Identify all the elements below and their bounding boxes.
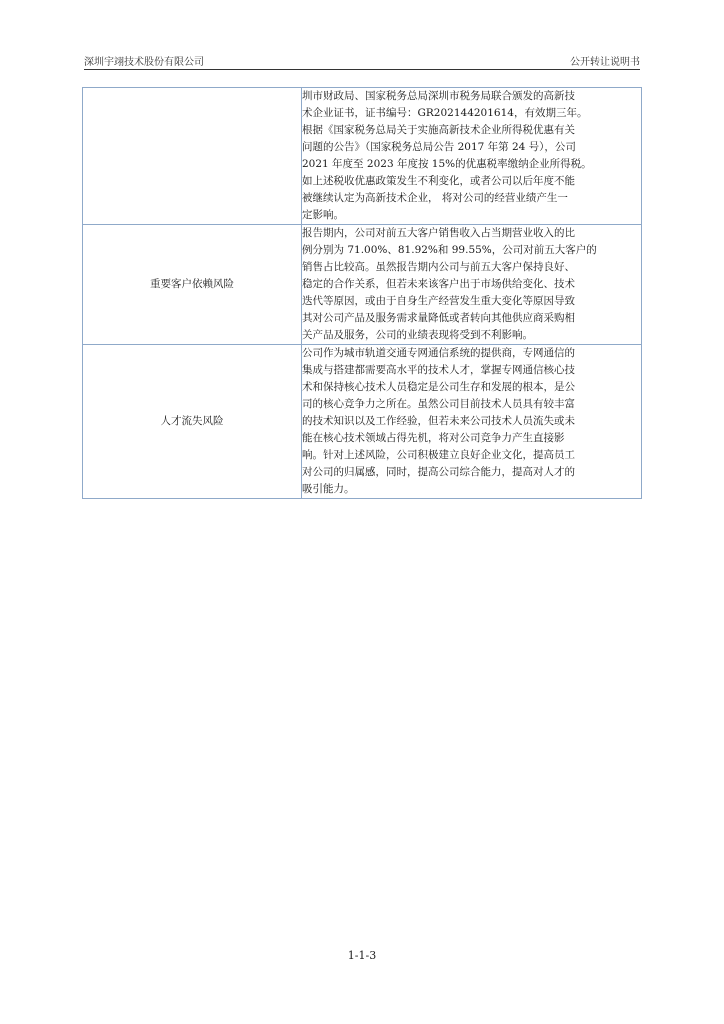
description-line: 销售占比较高。虽然报告期内公司与前五大客户保持良好、 bbox=[302, 261, 575, 273]
description-line: 被继续认定为高新技术企业， 将对公司的经营业绩产生一 bbox=[302, 192, 568, 204]
description-line: 集成与搭建都需要高水平的技术人才，掌握专网通信核心技 bbox=[302, 364, 575, 376]
description-line: 响。针对上述风险，公司积极建立良好企业文化，提高员工 bbox=[302, 449, 575, 461]
risk-description-cell bbox=[302, 225, 642, 345]
description-line: 术企业证书，证书编号：GR202144201614，有效期三年。 bbox=[302, 107, 588, 119]
description-line: 对公司的归属感，同时，提高公司综合能力，提高对人才的 bbox=[302, 466, 575, 478]
risk-description-cell bbox=[302, 88, 642, 225]
description-line: 能在核心技术领域占得先机，将对公司竞争力产生直接影 bbox=[302, 432, 565, 444]
description-line: 的技术知识以及工作经验，但若未来公司技术人员流失或未 bbox=[302, 415, 575, 427]
description-line: 司的核心竞争力之所在。虽然公司目前技术人员具有较丰富 bbox=[302, 398, 575, 410]
description-line: 如上述税收优惠政策发生不利变化，或者公司以后年度不能 bbox=[302, 175, 575, 187]
description-line: 定影响。 bbox=[302, 209, 344, 221]
risk-table bbox=[82, 87, 642, 499]
page-header bbox=[84, 52, 640, 68]
table-row bbox=[83, 345, 642, 499]
description-line: 术和保持核心技术人员稳定是公司生存和发展的根本，是公 bbox=[302, 381, 575, 393]
table-row bbox=[83, 88, 642, 225]
risk-category-cell bbox=[83, 88, 302, 225]
description-line: 圳市财政局、国家税务总局深圳市税务局联合颁发的高新技 bbox=[302, 90, 575, 102]
description-line: 根据《国家税务总局关于实施高新技术企业所得税优惠有关 bbox=[302, 124, 575, 136]
description-line: 例分别为 71.00%、81.92%和 99.55%，公司对前五大客户的 bbox=[302, 244, 597, 256]
header-divider bbox=[84, 69, 640, 70]
risk-table-body bbox=[83, 88, 642, 499]
description-line: 2021 年度至 2023 年度按 15%的优惠税率缴纳企业所得税。 bbox=[302, 158, 592, 170]
description-line: 问题的公告》（国家税务总局公告 2017 年第 24 号），公司 bbox=[302, 141, 576, 153]
document-title: 公开转让说明书 bbox=[570, 57, 640, 68]
risk-description-cell bbox=[302, 345, 642, 499]
page-number: 1-1-3 bbox=[347, 949, 377, 962]
description-line: 公司作为城市轨道交通专网通信系统的提供商，专网通信的 bbox=[302, 347, 575, 359]
description-line: 吸引能力。 bbox=[302, 483, 355, 495]
description-line: 迭代等原因，或由于自身生产经营发生重大变化等原因导致 bbox=[302, 295, 575, 307]
description-line: 稳定的合作关系，但若未来该客户出于市场供给变化、技术 bbox=[302, 278, 575, 290]
company-name: 深圳宇翊技术股份有限公司 bbox=[84, 57, 204, 68]
description-line: 其对公司产品及服务需求量降低或者转向其他供应商采购相 bbox=[302, 312, 575, 324]
description-line: 报告期内，公司对前五大客户销售收入占当期营业收入的比 bbox=[302, 227, 575, 239]
risk-category-cell: 人才流失风险 bbox=[83, 345, 302, 499]
table-row bbox=[83, 225, 642, 345]
description-line: 关产品及服务，公司的业绩表现将受到不利影响。 bbox=[302, 329, 533, 341]
risk-category-cell: 重要客户依赖风险 bbox=[83, 225, 302, 345]
